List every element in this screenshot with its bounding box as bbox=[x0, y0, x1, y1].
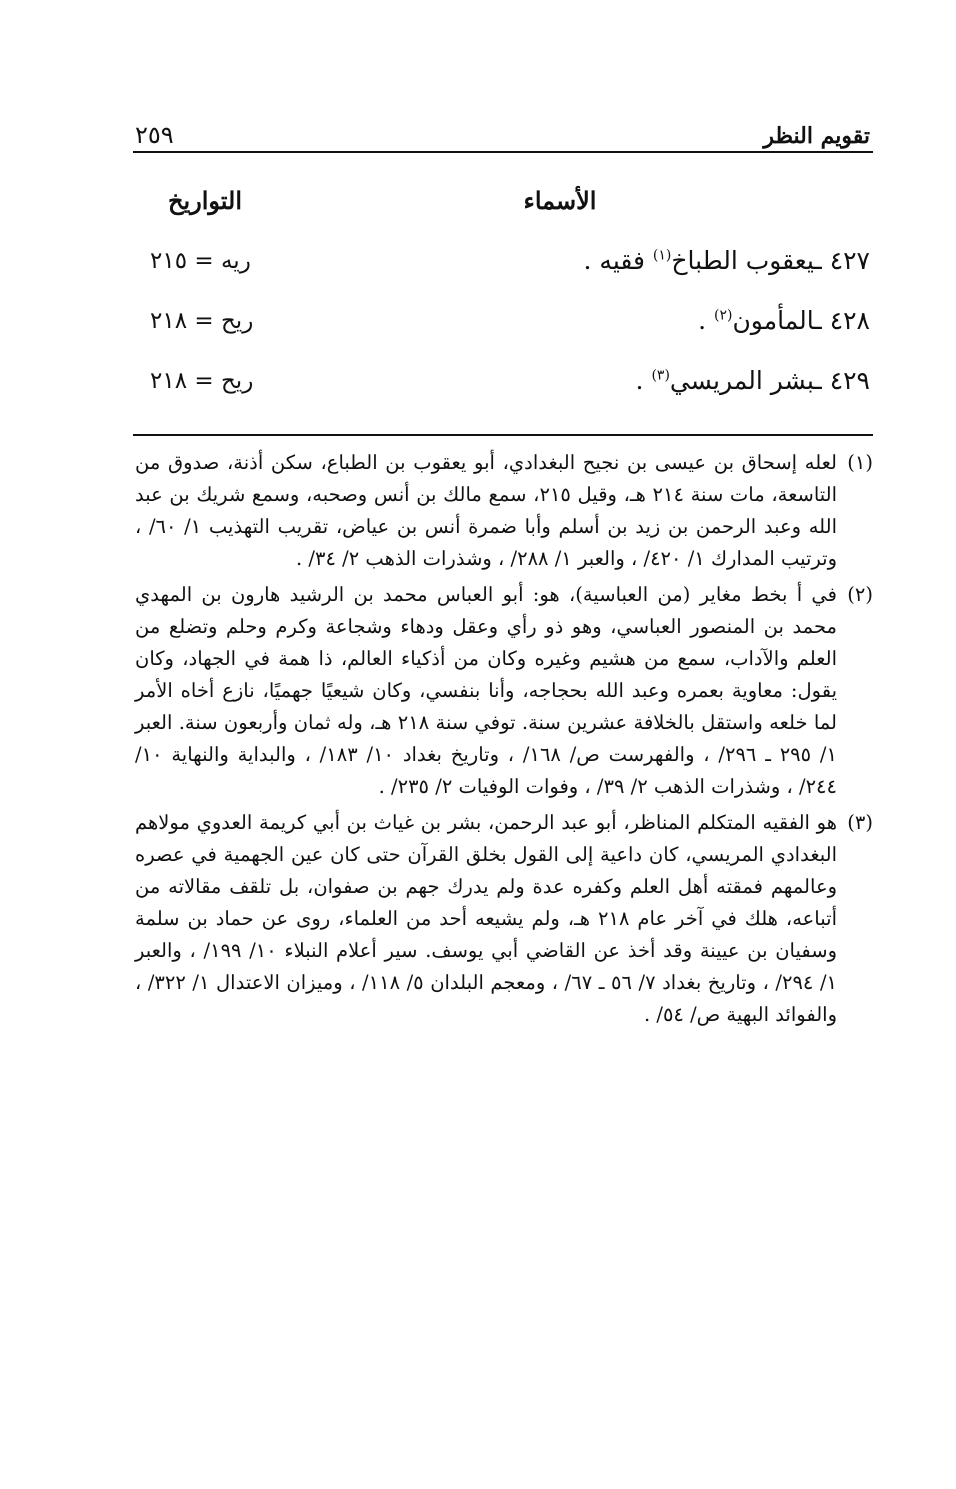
footnote bbox=[135, 447, 873, 575]
footnote bbox=[135, 807, 873, 1031]
footnote-text: في أ بخط مغاير (من العباسية)، هو: أبو العباس محمد بن الرشيد هارون بن المهدي محمد بن المنصور العباسي، وهو ذو رأي وعقل ودهاء وشجاعة وكرم وحلم وتضلع من العلم والآداب، سمع من هشيم وغيره وكان من أذكياء العالم، ذا همة في الجهاد، وكان يقول: معاوية بعمره وعبد الله بحجاجه، وأنا بنفسي، وكان شيعيًا جهميًا، نازع أخاه الأمر لما خلعه واستقل بالخلافة عشرين سنة. توفي سنة ٢١٨ هـ، وله ثمان وأربعون سنة. العبر ١/ ٢٩٥ ـ ٢٩٦/ ، والفهرست ص/ ١٦٨/ ، وتاريخ بغداد ١٠/ ١٨٣/ ، والبداية والنهاية ١٠/ ٢٤٤/ ، وشذرات الذهب ٢/ ٣٩/ ، وفوات الوفيات ٢/ ٢٣٥/ . bbox=[135, 583, 837, 798]
entry-row bbox=[135, 366, 870, 406]
entry-row bbox=[135, 306, 870, 346]
entry-row bbox=[135, 246, 870, 286]
footnote-ref: (٢) bbox=[713, 307, 733, 324]
footnote-number: (٣) bbox=[847, 811, 873, 834]
entry-label: بشر المريسي bbox=[669, 366, 815, 395]
entry-name: ٤٢٨ ـالمأمون$^{(٢)}$ . bbox=[698, 306, 870, 335]
footnote-number: (٢) bbox=[847, 583, 873, 606]
footnote-number: (١) bbox=[847, 451, 873, 474]
running-title: تقويم النظر bbox=[763, 123, 870, 149]
footnote-text: لعله إسحاق بن عيسى بن نجيح البغدادي، أبو يعقوب بن الطباع، سكن أذنة، صدوق من التاسعة، مات سنة ٢١٤ هـ، وقيل ٢١٥، سمع مالك بن أنس وصحبه، وسمع شريك بن عبد الله وعبد الرحمن بن زيد بن أسلم وأبا ضمرة أنس بن عياض، تقريب التهذيب ١/ ٦٠/ ، وترتيب المدارك ١/ ٤٢٠/ ، والعبر ١/ ٢٨٨/ ، وشذرات الذهب ٢/ ٣٤/ . bbox=[135, 451, 838, 570]
page-number: ٢٥٩ bbox=[135, 121, 174, 149]
footnote-ref: (٣) bbox=[651, 367, 670, 384]
entry-date: ريح = ٢١٨ bbox=[150, 308, 254, 334]
footnotes bbox=[135, 447, 873, 1035]
footnote bbox=[135, 579, 873, 803]
entry-label: المأمون bbox=[732, 306, 815, 335]
entry-number: ٤٢٩ bbox=[829, 366, 870, 395]
entry-suffix: . bbox=[698, 306, 714, 335]
entry-label: يعقوب الطباخ bbox=[671, 246, 815, 275]
entry-date: ريح = ٢١٨ bbox=[150, 368, 254, 394]
page-header bbox=[135, 105, 870, 149]
entry-number: ٤٢٨ bbox=[829, 306, 870, 335]
entry-suffix: . bbox=[635, 366, 652, 395]
entry-name: ٤٢٧ ـيعقوب الطباخ$^{(١)}$ فقيه . bbox=[583, 246, 870, 275]
footnote-text: هو الفقيه المتكلم المناظر، أبو عبد الرحمن، بشر بن غياث بن أبي كريمة العدوي مولاهم البغدادي المريسي، كان داعية إلى القول بخلق القرآن حتى كان عين الجهمية في عصره وعالمهم فمقته أهل العلم وكفره عدة ولم يدرك جهم بن صفوان، بل تلقف مقالاته من أتباعه، هلك في آخر عام ٢١٨ هـ، ولم يشيعه أحد من العلماء، روى عن حماد بن سلمة وسفيان بن عيينة وقد أخذ عن القاضي أبي يوسف. سير أعلام النبلاء ١٠/ ١٩٩/ ، والعبر ١/ ٢٩٤/ ، وتاريخ بغداد ٧/ ٥٦ ـ ٦٧/ ، ومعجم البلدان ٥/ ١١٨/ ، وميزان الاعتدال ١/ ٣٢٢/ ، والفوائد البهية ص/ ٥٤/ . bbox=[135, 811, 838, 1026]
entry-suffix: فقيه . bbox=[583, 246, 653, 275]
footnote-ref: (١) bbox=[652, 247, 672, 264]
entry-name: ٤٢٩ ـبشر المريسي$^{(٣)}$ . bbox=[635, 366, 870, 395]
column-heading-dates: التواريخ bbox=[167, 186, 243, 215]
footnote-separator bbox=[133, 434, 873, 436]
entry-number: ٤٢٧ bbox=[829, 246, 870, 275]
entry-date: ريه = ٢١٥ bbox=[150, 248, 251, 274]
header-rule bbox=[133, 151, 873, 153]
column-heading-names: الأسماء bbox=[523, 186, 597, 215]
